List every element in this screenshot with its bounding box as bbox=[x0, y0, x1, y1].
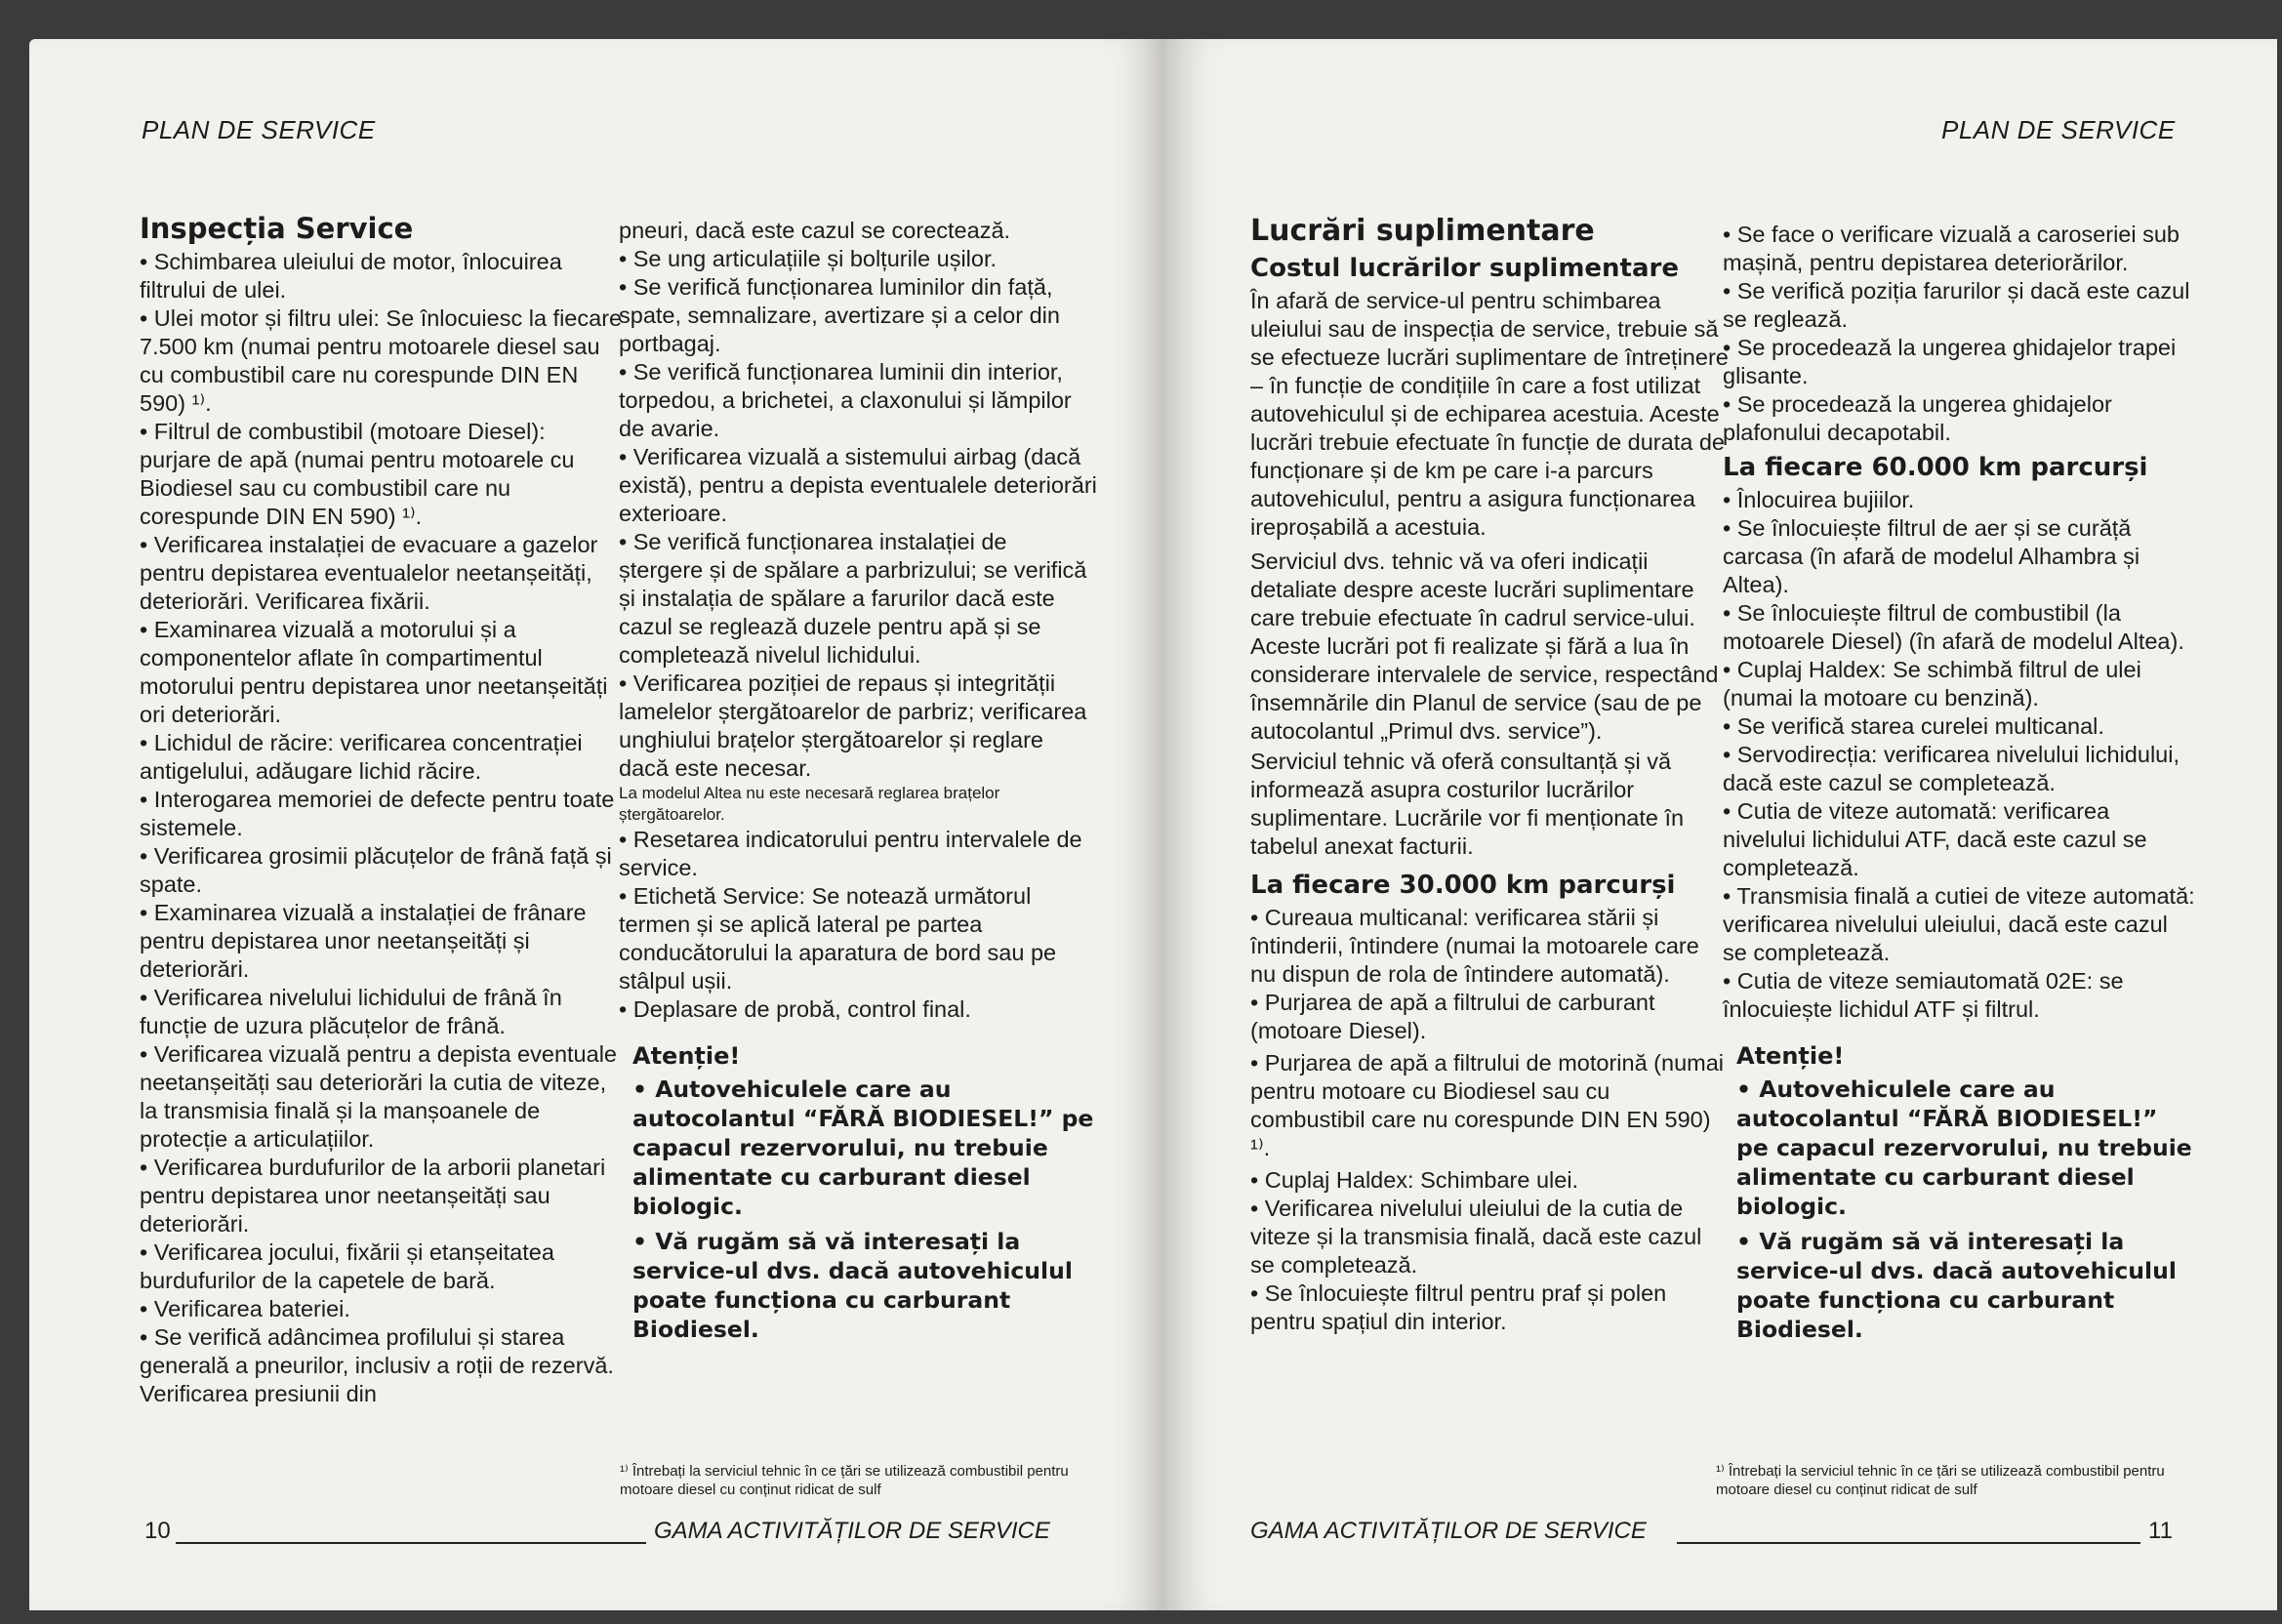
warning-item: • Vă rugăm să vă interesați la service-ul dvs. dacă autovehiculul poate funcționa cu carburant Biodiesel. bbox=[1736, 1228, 2177, 1343]
warning-item: • Vă rugăm să vă interesați la service-ul dvs. dacă autovehiculul poate funcționa cu carburant Biodiesel. bbox=[632, 1228, 1073, 1343]
list-item: • Se verifică funcționarea luminii din interior, torpedou, a brichetei, a claxonului și lămpilor de avarie. bbox=[619, 359, 1072, 441]
list-item: • Verificarea instalației de evacuare a gazelor pentru depistarea eventualelor neetanșeități, deteriorări. Verificarea fixării. bbox=[140, 532, 598, 614]
warning-title: Atenție! bbox=[1736, 1042, 1845, 1070]
list-item: • Cuplaj Haldex: Se schimbă filtrul de ulei (numai la motoare cu benzină). bbox=[1723, 657, 2141, 710]
list-item: • Verificarea jocului, fixării și etanșeitatea burdufurilor de la capetele de bară. bbox=[140, 1239, 554, 1293]
list-item: • Cuplaj Haldex: Schimbare ulei. bbox=[1250, 1167, 1579, 1193]
page-number: 11 bbox=[2148, 1518, 2173, 1544]
warning-title: Atenție! bbox=[632, 1042, 741, 1070]
footer-title: GAMA ACTIVITĂȚILOR DE SERVICE bbox=[1250, 1518, 1647, 1544]
list-item: • Verificarea grosimii plăcuțelor de frână față și spate. bbox=[140, 843, 612, 897]
list-item: • Verificarea vizuală a sistemului airbag (dacă există), pentru a depista eventualele deteriorări exterioare. bbox=[619, 444, 1097, 526]
list-item: • Se ung articulațiile și bolțurile ușilor. bbox=[619, 246, 998, 271]
running-header: PLAN DE SERVICE bbox=[142, 115, 376, 144]
right-column-1 bbox=[1250, 213, 1729, 1336]
list-item: • Etichetă Service: Se notează următorul termen și se aplică lateral pe partea conducătorului la aparatura de bord sau pe stâlpul ușii. bbox=[619, 883, 1057, 994]
section-heading: La fiecare 30.000 km parcurși bbox=[1250, 871, 1676, 900]
list-item: • Purjarea de apă a filtrului de carburant (motoare Diesel). bbox=[1250, 990, 1655, 1043]
list-item: • Se procedează la ungerea ghidajelor trapei glisante. bbox=[1723, 335, 2177, 388]
list-item: • Interogarea memoriei de defecte pentru toate sistemele. bbox=[140, 787, 615, 840]
page-number: 10 bbox=[144, 1518, 171, 1544]
list-item: pneuri, dacă este cazul se corectează. bbox=[619, 218, 1011, 243]
list-item: • Examinarea vizuală a instalației de frânare pentru depistarea unor neetanșeități și deteriorări. bbox=[140, 900, 587, 982]
list-item: • Verificarea nivelului uleiului de la cutia de viteze și la transmisia finală, dacă este cazul se completează. bbox=[1250, 1196, 1702, 1278]
list-item: • Verificarea nivelului lichidului de frână în funcție de uzura plăcuțelor de frână. bbox=[140, 985, 562, 1038]
section-title: Lucrări suplimentare bbox=[1250, 214, 1595, 248]
list-item: • Servodirecția: verificarea nivelului lichidului, dacă este cazul se completează. bbox=[1723, 742, 2180, 795]
section-subtitle: Costul lucrărilor suplimentare bbox=[1250, 254, 1679, 283]
warning-item: • Autovehiculele care au autocolantul “FĂRĂ BIODIESEL!” pe capacul rezervorului, nu trebuie alimentate cu carburant diesel biologic. bbox=[1736, 1076, 2192, 1220]
footer-rule bbox=[176, 1542, 646, 1544]
list-item: • Verificarea poziției de repaus și integrității lamelelor ștergătoarelor de parbriz; verificarea unghiului brațelor ștergătoarelor și reglare dacă este necesar. bbox=[619, 670, 1087, 781]
left-column-2 bbox=[619, 217, 1097, 1344]
warning-item: • Autovehiculele care au autocolantul “FĂRĂ BIODIESEL!” pe capacul rezervorului, nu trebuie alimentate cu carburant diesel biologic. bbox=[632, 1076, 1094, 1220]
list-item: • Lichidul de răcire: verificarea concentrației antigelului, adăugare lichid răcire. bbox=[140, 730, 583, 784]
running-header: PLAN DE SERVICE bbox=[1941, 115, 2176, 144]
paragraph: Serviciul dvs. tehnic vă va oferi indicații detaliate despre aceste lucrări suplimentare care trebuie efectuate în cadrul service-ului. Aceste lucrări pot fi realizate și fără a lua în considerare intervalele de service, respectând însemnările din Planul de service (sau de pe autocolantul „Primul dvs. service”). bbox=[1250, 548, 1719, 744]
list-item: • Purjarea de apă a filtrului de motorină (numai pentru motoare cu Biodiesel sau cu combustibil care nu corespunde DIN EN 590) ¹⁾. bbox=[1250, 1050, 1725, 1160]
list-item: • Se înlocuiește filtrul de combustibil (la motoarele Diesel) (în afară de modelul Altea). bbox=[1723, 600, 2184, 654]
list-item: • Verificarea vizuală pentru a depista eventuale neetanșeități sau deteriorări la cutia de viteze, la transmisia finală și la manșoanele de protecție a articulațiilor. bbox=[140, 1041, 617, 1152]
list-item: • Se verifică adâncimea profilului și starea generală a pneurilor, inclusiv a roții de rezervă. Verificarea presiunii din bbox=[140, 1324, 614, 1406]
list-item: • Se înlocuiește filtrul de aer și se curăță carcasa (în afară de modelul Alhambra și Altea). bbox=[1723, 515, 2140, 597]
list-item: • Se verifică funcționarea instalației de ștergere și de spălare a parbrizului; se verifică și instalația de spălare a farurilor dacă este cazul se reglează duzele pentru apă și se completează nivelul lichidului. bbox=[619, 529, 1087, 668]
section-heading: La fiecare 60.000 km parcurși bbox=[1723, 453, 2148, 482]
list-item: • Deplasare de probă, control final. bbox=[619, 996, 971, 1022]
list-item: • Verificarea burdufurilor de la arborii planetari pentru depistarea unor neetanșeități sau deteriorări. bbox=[140, 1155, 606, 1237]
section-title: Inspecția Service bbox=[140, 212, 414, 245]
list-item: • Se verifică funcționarea luminilor din față, spate, semnalizare, avertizare și a celor din portbagaj. bbox=[619, 274, 1060, 356]
list-item: • Filtrul de combustibil (motoare Diesel): purjare de apă (numai pentru motoarele cu Biodiesel sau cu combustibil care nu corespunde DIN EN 590) ¹⁾. bbox=[140, 419, 575, 529]
warning-box bbox=[1723, 1041, 2197, 1344]
footer-title: GAMA ACTIVITĂȚILOR DE SERVICE bbox=[654, 1518, 1050, 1544]
right-column-2 bbox=[1723, 221, 2197, 1344]
footnote: ¹⁾ Întrebați la serviciul tehnic în ce țări se utilizează combustibil pentru motoare diesel cu conținut ridicat de sulf bbox=[620, 1463, 1069, 1498]
footnote: ¹⁾ Întrebați la serviciul tehnic în ce țări se utilizează combustibil pentru motoare diesel cu conținut ridicat de sulf bbox=[1716, 1463, 2165, 1498]
list-item: • Se verifică starea curelei multicanal. bbox=[1723, 713, 2104, 739]
warning-box bbox=[619, 1041, 1097, 1344]
list-item: • Se verifică poziția farurilor și dacă este cazul se reglează. bbox=[1723, 278, 2190, 332]
list-item: • Schimbarea uleiului de motor, înlocuirea filtrului de ulei. bbox=[140, 249, 562, 303]
paragraph: În afară de service-ul pentru schimbarea uleiului sau de inspecția de service, trebuie să se efectueze lucrări suplimentare de întreținere – în funcție de condițiile în care a fost utilizat autovehiculul și de echiparea acestuia. Aceste lucrări trebuie efectuate în funcție de durata de funcționare și de km pe care i-a parcurs autovehiculul, pentru a asigura funcționarea ireproșabilă a acestuia. bbox=[1250, 288, 1729, 540]
list-item: • Cutia de viteze automată: verificarea nivelului lichidului ATF, dacă este cazul se completează. bbox=[1723, 798, 2147, 880]
list-item: • Se face o verificare vizuală a caroseriei sub mașină, pentru depistarea deteriorărilor. bbox=[1723, 222, 2180, 275]
list-item: • Cutia de viteze semiautomată 02E: se înlocuiește lichidul ATF și filtrul. bbox=[1723, 968, 2124, 1022]
list-item: • Examinarea vizuală a motorului și a componentelor aflate în compartimentul motorului pentru depistarea unor neetanșeități ori deteriorări. bbox=[140, 617, 608, 727]
list-item: • Resetarea indicatorului pentru intervalele de service. bbox=[619, 827, 1082, 880]
list-item: • Transmisia finală a cutiei de viteze automată: verificarea nivelului uleiului, dacă este cazul se completează. bbox=[1723, 883, 2195, 965]
list-item: • Înlocuirea bujiilor. bbox=[1723, 487, 1915, 512]
left-page bbox=[29, 39, 1164, 1610]
list-item: • Se procedează la ungerea ghidajelor plafonului decapotabil. bbox=[1723, 391, 2112, 445]
list-item: • Ulei motor și filtru ulei: Se înlocuiesc la fiecare 7.500 km (numai pentru motoarele diesel sau cu combustibil care nu corespunde DIN EN 590) ¹⁾. bbox=[140, 305, 623, 416]
list-item: • Verificarea bateriei. bbox=[140, 1296, 350, 1321]
small-note: La modelul Altea nu este necesară reglarea brațelor ștergătoarelor. bbox=[619, 784, 1000, 824]
list-item: • Cureaua multicanal: verificarea stării și întinderii, întindere (numai la motoarele care nu dispun de rola de întindere automată). bbox=[1250, 905, 1699, 987]
footer-rule bbox=[1677, 1542, 2140, 1544]
right-page bbox=[1164, 39, 2277, 1610]
left-column-1 bbox=[140, 211, 623, 1408]
paragraph: Serviciul tehnic vă oferă consultanță și vă informează asupra costurilor lucrărilor suplimentare. Lucrările vor fi menționate în tabelul anexat facturii. bbox=[1250, 749, 1685, 859]
list-item: • Se înlocuiește filtrul pentru praf și polen pentru spațiul din interior. bbox=[1250, 1280, 1667, 1334]
